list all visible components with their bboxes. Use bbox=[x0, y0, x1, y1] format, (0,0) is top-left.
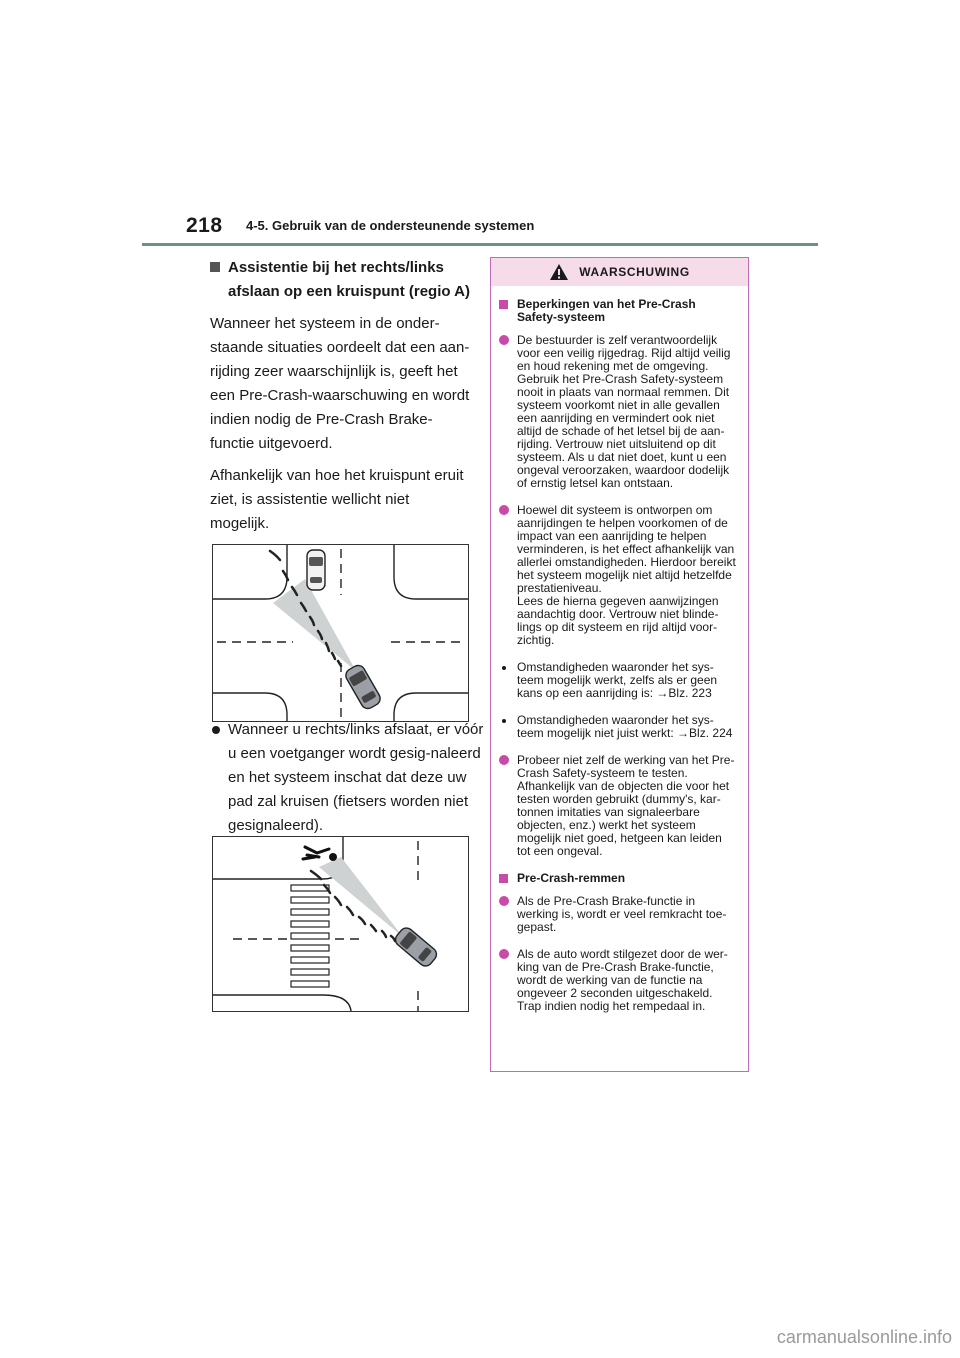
bullet-dot-icon bbox=[499, 896, 509, 906]
warning-section-heading-text: Pre-Crash-remmen bbox=[517, 871, 626, 885]
warning-header bbox=[491, 258, 748, 286]
warning-item bbox=[499, 754, 738, 858]
small-bullet-icon bbox=[502, 719, 506, 723]
oncoming-car-icon bbox=[307, 550, 325, 590]
square-bullet-icon bbox=[499, 874, 508, 883]
warning-item-text: Probeer niet zelf de werking van het Pre-Crash Safety-systeem te testen. Afhankelijk van de objecten die voor het testen worden gebruikt (dummy's, kar-tonnen imitaties van signaleerbare objecten, enz.) werkt het systeem mogelijk niet goed, hetgeen kan leiden tot een ongeval. bbox=[517, 753, 735, 858]
pedestrian-icon bbox=[303, 847, 337, 861]
ego-car-icon bbox=[343, 663, 382, 711]
bullet-dot-icon bbox=[499, 949, 509, 959]
warning-sub-item bbox=[499, 661, 738, 700]
note-paragraph: Afhankelijk van hoe het kruispunt eruit ziet, is assistentie wellicht niet mogelijk. bbox=[210, 467, 464, 532]
square-bullet-icon bbox=[210, 262, 220, 272]
warning-item bbox=[499, 895, 738, 934]
bullet-pedestrian bbox=[210, 718, 490, 838]
warning-item bbox=[499, 948, 738, 1013]
small-bullet-icon bbox=[502, 666, 506, 670]
bullet-dot-icon bbox=[499, 755, 509, 765]
bullet-text: Wanneer u rechts/links afslaat, er vóór u een voetganger wordt gesig-naleerd en het systeem inschat dat deze uw pad zal kruisen (fietsers worden niet gesignaleerd). bbox=[228, 721, 484, 834]
watermark: carmanualsonline.info bbox=[776, 1327, 952, 1347]
header-rule bbox=[142, 243, 818, 246]
warning-item-text: De bestuurder is zelf verantwoordelijk voor een veilig rijgedrag. Rijd altijd veilig en houd rekening met de omgeving. Gebruik het Pre-Crash Safety-systeem nooit in plaats van normaal remmen. Dit systeem voorkomt niet in alle gevallen een aanrijding en vermindert ook niet altijd de schade of het letsel bij de aan-rijding. Vertrouw niet uitsluitend op dit systeem. Als u dat niet doet, kunt u een ongeval veroorzaken, waardoor dodelijk of ernstig letsel kan ontstaan. bbox=[517, 333, 731, 490]
warning-body bbox=[491, 286, 748, 1013]
section-heading bbox=[210, 256, 472, 304]
bullet-dot-icon bbox=[499, 505, 509, 515]
ego-car-icon bbox=[393, 925, 440, 969]
bullet-dot-icon bbox=[212, 726, 220, 734]
warning-sub-item bbox=[499, 714, 738, 740]
warning-section-heading-text: Beperkingen van het Pre-Crash Safety-systeem bbox=[517, 297, 696, 324]
bullet-dot-icon bbox=[499, 335, 509, 345]
chapter-title: 4-5. Gebruik van de ondersteunende systemen bbox=[246, 218, 535, 233]
page-number: 218 bbox=[186, 214, 223, 237]
warning-title: WAARSCHUWING bbox=[579, 265, 690, 279]
diagram-pedestrian bbox=[212, 836, 469, 1012]
warning-section-heading bbox=[499, 298, 738, 324]
warning-item-text: Als de auto wordt stilgezet door de wer-king van de Pre-Crash Brake-functie, wordt de werking van de functie na ongeveer 2 seconden uitgeschakeld. Trap indien nodig het rempedaal in. bbox=[517, 947, 728, 1013]
section-heading-text: Assistentie bij het rechts/links afslaan op een kruispunt (regio A) bbox=[228, 259, 470, 300]
intro-paragraph: Wanneer het systeem in de onder-staande situaties oordeelt dat een aan-rijding zeer waarschijnlijk is, geeft het een Pre-Crash-waarschuwing en wordt indien nodig de Pre-Crash Brake-functie uitgevoerd. bbox=[210, 315, 470, 452]
square-bullet-icon bbox=[499, 300, 508, 309]
warning-item-text: Als de Pre-Crash Brake-functie in werking is, wordt er veel remkracht toe-gepast. bbox=[517, 894, 727, 934]
warning-item-text: Hoewel dit systeem is ontworpen om aanrijdingen te helpen voorkomen of de impact van een aanrijding te helpen verminderen, is het effect afhankelijk van allerlei omstandigheden. Hierdoor bereikt het systeem mogelijk niet altijd hetzelfde prestatieniveau. Lees de hierna gegeven aanwijzingen aandachtig door. Vertrouw niet blinde-lings op dit systeem en rijd altijd voor-zichtig. bbox=[517, 503, 736, 647]
warning-section-heading bbox=[499, 872, 738, 885]
warning-box bbox=[490, 257, 749, 1072]
warning-item bbox=[499, 334, 738, 490]
crosswalk bbox=[291, 885, 329, 987]
warning-sub-item-text: Omstandigheden waaronder het sys-teem mogelijk werkt, zelfs als er geen kans op een aanrijding is: →Blz. 223 bbox=[517, 660, 718, 700]
warning-triangle-icon bbox=[549, 263, 569, 281]
warning-item bbox=[499, 504, 738, 647]
diagram-oncoming-vehicle bbox=[212, 544, 469, 722]
warning-sub-item-text: Omstandigheden waaronder het sys-teem mogelijk niet juist werkt: →Blz. 224 bbox=[517, 713, 733, 740]
